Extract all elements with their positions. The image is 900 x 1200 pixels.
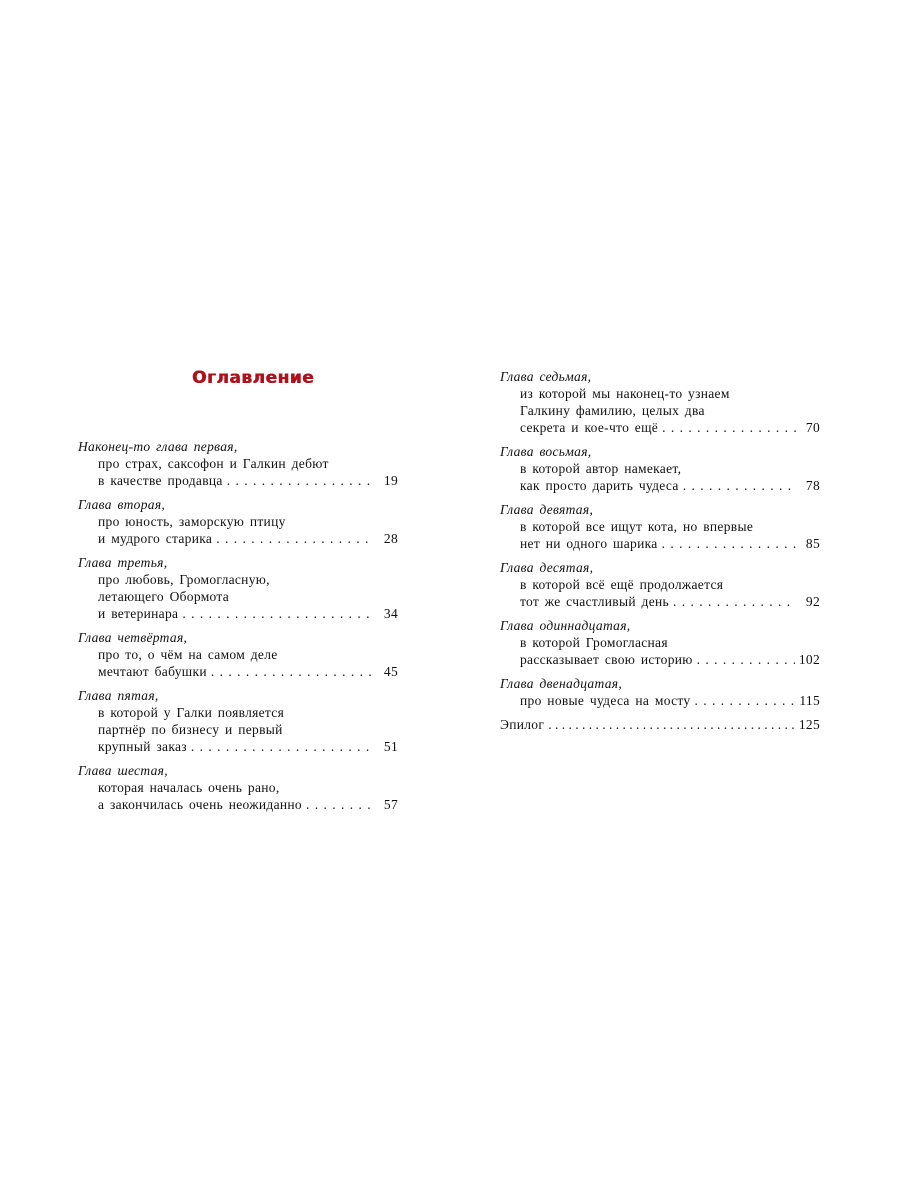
toc-entry [500,675,820,709]
chapter-last-line [78,663,398,680]
chapter-description-line: Галкину фамилию, целых два [520,403,705,418]
page-number: 45 [383,664,398,679]
leader-dots [662,535,796,552]
toc-list-left [78,438,398,813]
chapter-description-line: в которой у Галки появляется [98,705,285,720]
page-number: 28 [383,531,398,546]
toc-entry [78,554,398,622]
chapter-last-line [500,535,820,552]
epilog-label: Эпилог [500,717,545,732]
toc-entry [500,559,820,610]
leader-dots [673,593,796,610]
chapter-description-line: в которой всё ещё продолжается [520,577,724,592]
chapter-description-line: в качестве продавца [98,473,223,488]
chapter-description-line: и ветеринара [98,606,179,621]
toc-epilog [500,716,820,733]
leader-dots [683,477,796,494]
chapter-description-line: а закончилась очень неожиданно [98,797,302,812]
chapter-last-line [78,472,398,489]
chapter-last-line [78,605,398,622]
toc-entry [78,438,398,489]
leader-dots [694,692,795,709]
chapter-heading: Глава седьмая, [500,369,592,384]
page-number: 19 [383,473,398,488]
toc-entry [500,443,820,494]
chapter-heading: Глава девятая, [500,502,594,517]
chapter-heading: Глава десятая, [500,560,594,575]
page-number: 85 [805,536,820,551]
chapter-description-line: про страх, саксофон и Галкин дебют [98,456,329,471]
chapter-description-line: про юность, заморскую птицу [98,514,286,529]
chapter-last-line [78,796,398,813]
chapter-last-line [78,530,398,547]
chapter-heading: Глава четвёртая, [78,630,188,645]
page-number: 34 [383,606,398,621]
toc-title: Оглавление [191,368,315,388]
chapter-description-line: рассказывает свою историю [520,652,693,667]
chapter-description-line: летающего Обормота [98,589,230,604]
chapter-heading: Глава одиннадцатая, [500,618,631,633]
chapter-description-line: крупный заказ [98,739,187,754]
chapter-heading: Наконец-то глава первая, [78,439,238,454]
toc-entry [78,496,398,547]
chapter-description-line: из которой мы наконец-то узнаем [520,386,730,401]
chapter-description-line: про любовь, Громогласную, [98,572,270,587]
leader-dots [227,472,374,489]
chapter-heading: Глава двенадцатая, [500,676,622,691]
leader-dots [306,796,374,813]
page-number: 92 [805,594,820,609]
leader-dots [191,738,374,755]
chapter-heading: Глава третья, [78,555,168,570]
page-number: 57 [383,797,398,812]
page-number: 78 [805,478,820,493]
toc-entry [78,687,398,755]
chapter-last-line [500,651,820,668]
toc-right-column [500,368,820,733]
chapter-description-line: про новые чудеса на мосту [520,693,691,708]
page-number: 115 [799,693,820,708]
chapter-description-line: секрета и кое-что ещё [520,420,659,435]
chapter-description-line: в которой все ищут кота, но впервые [520,519,754,534]
leader-dots [211,663,374,680]
chapter-heading: Глава восьмая, [500,444,592,459]
toc-list-right [500,368,820,709]
toc-entry [78,762,398,813]
chapter-description-line: и мудрого старика [98,531,213,546]
page-number: 102 [798,652,820,667]
chapter-description-line: мечтают бабушки [98,664,207,679]
chapter-last-line [78,738,398,755]
chapter-description-line: нет ни одного шарика [520,536,658,551]
chapter-description-line: как просто дарить чудеса [520,478,679,493]
chapter-description-line: которая началась очень рано, [98,780,280,795]
chapter-heading: Глава шестая, [78,763,168,778]
chapter-description-line: тот же счастливый день [520,594,669,609]
leader-dots [697,651,795,668]
page-number: 70 [805,420,820,435]
toc-entry [78,629,398,680]
leader-dots [548,716,795,733]
chapter-last-line [500,477,820,494]
chapter-last-line [500,692,820,709]
leader-dots [662,419,796,436]
page-number: 51 [383,739,398,754]
toc-entry [500,617,820,668]
leader-dots [182,605,374,622]
chapter-heading: Глава вторая, [78,497,166,512]
chapter-description-line: в которой Громогласная [520,635,668,650]
chapter-description-line: про то, о чём на самом деле [98,647,278,662]
toc-entry [500,501,820,552]
toc-left-column [78,368,398,820]
epilog-page: 125 [798,717,820,732]
chapter-description-line: в которой автор намекает, [520,461,682,476]
chapter-last-line [500,593,820,610]
chapter-heading: Глава пятая, [78,688,159,703]
leader-dots [216,530,374,547]
toc-entry [500,368,820,436]
chapter-description-line: партнёр по бизнесу и первый [98,722,283,737]
chapter-last-line [500,419,820,436]
